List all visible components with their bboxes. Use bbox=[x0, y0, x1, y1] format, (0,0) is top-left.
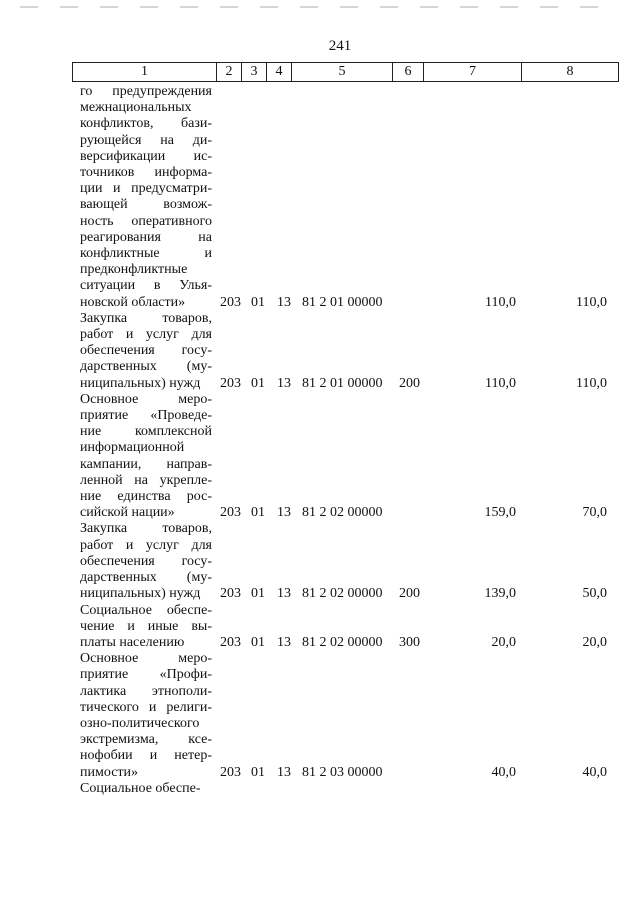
description-line: межнациональных bbox=[80, 100, 192, 116]
description-line: нофобии и нетер- bbox=[80, 748, 212, 764]
description-line: платы населению bbox=[80, 634, 185, 650]
table-row bbox=[0, 392, 640, 522]
description-line: предконфликтные bbox=[80, 262, 188, 278]
section-code-cell: 01 bbox=[251, 764, 265, 780]
amount-year-1-cell: 110,0 bbox=[485, 294, 516, 310]
expense-type-code-cell: 200 bbox=[399, 586, 420, 602]
amount-year-2-cell: 40,0 bbox=[582, 764, 607, 780]
column-header-5: 5 bbox=[292, 63, 393, 82]
description-line: го предупреждения bbox=[80, 84, 212, 99]
ministry-code-cell: 203 bbox=[220, 764, 241, 780]
subsection-code-cell: 13 bbox=[277, 586, 291, 602]
section-code-cell: 01 bbox=[251, 294, 265, 310]
target-article-code-cell: 81 2 02 00000 bbox=[302, 586, 383, 602]
amount-year-2-cell: 110,0 bbox=[576, 375, 607, 391]
table-row bbox=[0, 84, 640, 311]
section-code-cell: 01 bbox=[251, 634, 265, 650]
description-line: ниципальных) нужд bbox=[80, 586, 201, 602]
description-line: дарственных (му- bbox=[80, 359, 212, 375]
amount-year-2-cell: 110,0 bbox=[576, 294, 607, 310]
description-line: Основное меро- bbox=[80, 651, 212, 667]
description-line: Социальное обеспе- bbox=[80, 602, 212, 618]
scan-artifact bbox=[20, 6, 620, 8]
amount-year-1-cell: 110,0 bbox=[485, 375, 516, 391]
description-line: ние единства рос- bbox=[80, 489, 212, 505]
ministry-code-cell: 203 bbox=[220, 634, 241, 650]
section-code-cell: 01 bbox=[251, 375, 265, 391]
table-row bbox=[0, 781, 640, 797]
row-description bbox=[80, 651, 212, 781]
description-line: вающей возмож- bbox=[80, 197, 212, 213]
column-header-6: 6 bbox=[393, 63, 424, 82]
amount-year-1-cell: 20,0 bbox=[491, 634, 516, 650]
subsection-code-cell: 13 bbox=[277, 764, 291, 780]
description-line: информационной bbox=[80, 440, 185, 456]
expense-type-code-cell: 200 bbox=[399, 375, 420, 391]
description-line: обеспечения госу- bbox=[80, 343, 212, 359]
description-line: Закупка товаров, bbox=[80, 521, 212, 537]
column-header-8: 8 bbox=[522, 63, 619, 82]
ministry-code-cell: 203 bbox=[220, 375, 241, 391]
description-line: точников информа- bbox=[80, 165, 212, 181]
description-line: пимости» bbox=[80, 764, 139, 780]
subsection-code-cell: 13 bbox=[277, 375, 291, 391]
amount-year-1-cell: 139,0 bbox=[484, 586, 516, 602]
subsection-code-cell: 13 bbox=[277, 505, 291, 521]
description-line: кампании, направ- bbox=[80, 456, 212, 472]
section-code-cell: 01 bbox=[251, 586, 265, 602]
amount-year-2-cell: 50,0 bbox=[582, 586, 607, 602]
expense-type-code-cell: 300 bbox=[399, 634, 420, 650]
column-header-7: 7 bbox=[424, 63, 522, 82]
row-values bbox=[0, 295, 640, 311]
column-header-table bbox=[72, 62, 619, 82]
description-line: ние комплексной bbox=[80, 424, 212, 440]
description-line: озно-политического bbox=[80, 715, 200, 731]
description-line: обеспечения госу- bbox=[80, 553, 212, 569]
row-values bbox=[0, 505, 640, 521]
amount-year-2-cell: 20,0 bbox=[582, 634, 607, 650]
row-values bbox=[0, 376, 640, 392]
table-row bbox=[0, 603, 640, 652]
description-line: приятие «Проведе- bbox=[80, 408, 212, 424]
description-line: конфликтные и bbox=[80, 246, 212, 262]
ministry-code-cell: 203 bbox=[220, 586, 241, 602]
description-line: Основное меро- bbox=[80, 391, 212, 407]
page-number: 241 bbox=[328, 38, 352, 54]
table-row bbox=[0, 651, 640, 781]
budget-rows bbox=[0, 84, 640, 797]
row-values bbox=[0, 586, 640, 602]
section-code-cell: 01 bbox=[251, 505, 265, 521]
row-values bbox=[0, 635, 640, 651]
description-line: ленной на укрепле- bbox=[80, 472, 212, 488]
amount-year-2-cell: 70,0 bbox=[582, 505, 607, 521]
description-line: реагирования на bbox=[80, 229, 212, 245]
description-line: работ и услуг для bbox=[80, 327, 212, 343]
subsection-code-cell: 13 bbox=[277, 294, 291, 310]
amount-year-1-cell: 40,0 bbox=[491, 764, 516, 780]
column-header-2: 2 bbox=[217, 63, 242, 82]
description-line: работ и услуг для bbox=[80, 537, 212, 553]
description-line: новской области» bbox=[80, 294, 186, 310]
description-line: приятие «Профи- bbox=[80, 667, 212, 683]
column-header-1: 1 bbox=[73, 63, 217, 82]
column-header-4: 4 bbox=[267, 63, 292, 82]
subsection-code-cell: 13 bbox=[277, 634, 291, 650]
description-line: сийской нации» bbox=[80, 505, 175, 521]
ministry-code-cell: 203 bbox=[220, 294, 241, 310]
description-line: рующейся на ди- bbox=[80, 132, 212, 148]
row-values bbox=[0, 781, 640, 797]
description-line: ниципальных) нужд bbox=[80, 375, 201, 391]
target-article-code-cell: 81 2 02 00000 bbox=[302, 634, 383, 650]
description-line: Закупка товаров, bbox=[80, 310, 212, 326]
description-line: лактика этнополи- bbox=[80, 683, 212, 699]
row-values bbox=[0, 765, 640, 781]
description-line: ции и предусматри- bbox=[80, 181, 212, 197]
description-line: чение и иные вы- bbox=[80, 618, 212, 634]
target-article-code-cell: 81 2 02 00000 bbox=[302, 505, 383, 521]
row-description bbox=[80, 84, 212, 311]
description-line: тического и религи- bbox=[80, 699, 212, 715]
target-article-code-cell: 81 2 01 00000 bbox=[302, 375, 383, 391]
description-line: ситуации в Улья- bbox=[80, 278, 212, 294]
target-article-code-cell: 81 2 03 00000 bbox=[302, 764, 383, 780]
table-row bbox=[0, 311, 640, 392]
target-article-code-cell: 81 2 01 00000 bbox=[302, 294, 383, 310]
description-line: версификации ис- bbox=[80, 148, 212, 164]
amount-year-1-cell: 159,0 bbox=[484, 505, 516, 521]
table-row bbox=[0, 521, 640, 602]
ministry-code-cell: 203 bbox=[220, 505, 241, 521]
description-line: экстремизма, ксе- bbox=[80, 732, 212, 748]
row-description bbox=[80, 392, 212, 522]
description-line: Социальное обеспе- bbox=[80, 780, 201, 796]
description-line: дарственных (му- bbox=[80, 570, 212, 586]
description-line: конфликтов, бази- bbox=[80, 116, 212, 132]
description-line: ность оперативного bbox=[80, 213, 212, 229]
column-header-3: 3 bbox=[242, 63, 267, 82]
